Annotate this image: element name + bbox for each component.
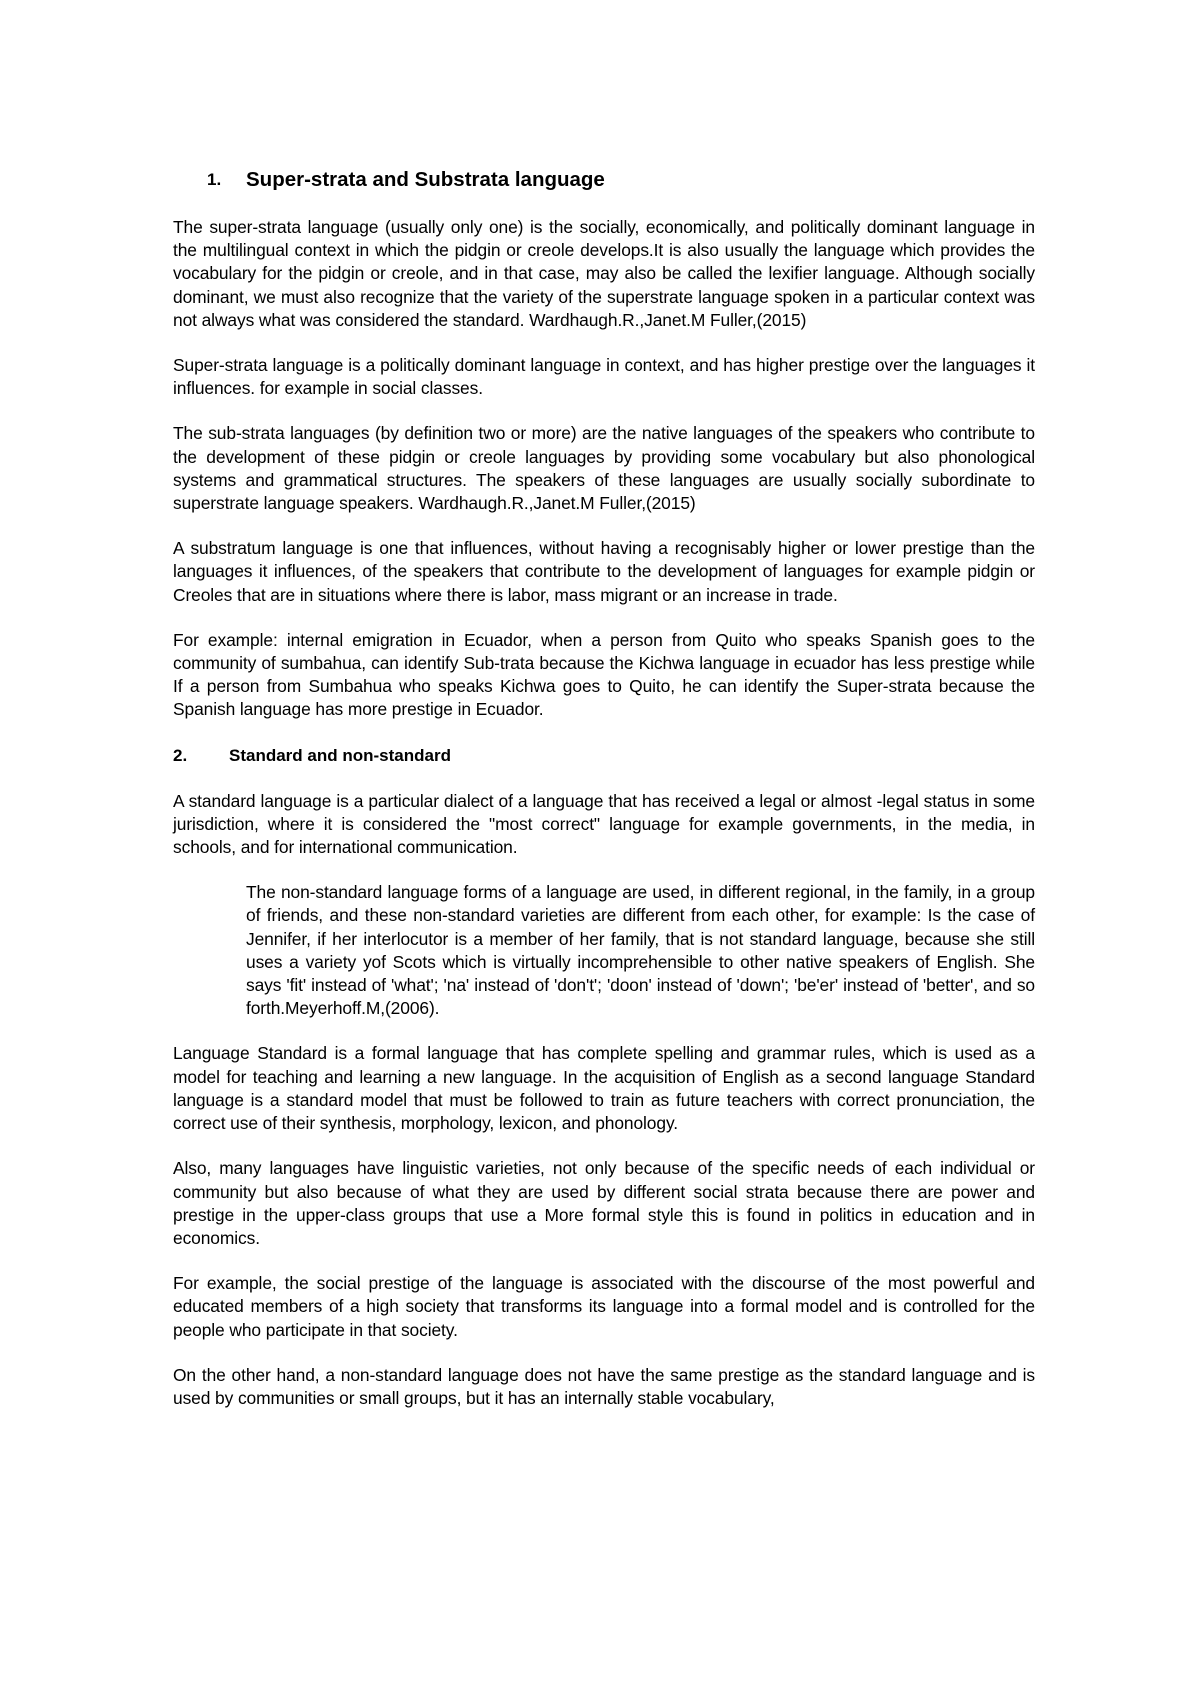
paragraph: Also, many languages have linguistic varieties, not only because of the specific needs of each individual or community but also because of what they are used by different social strata because there are power and prestige in the upper-class groups that use a More formal style this is found in politics in education and in economics. — [173, 1158, 1035, 1248]
section-2-number: 2. — [173, 745, 188, 765]
section-1-title: Super-strata and Substrata language — [246, 168, 605, 191]
paragraph: Super-strata language is a politically dominant language in context, and has higher prestige over the languages it influences. for example in social classes. — [173, 355, 1035, 399]
section-1-number: 1. — [207, 170, 222, 189]
paragraph: The super-strata language (usually only one) is the socially, economically, and politically dominant language in the multilingual context in which the pidgin or creole develops.It is also usually the language which provides the vocabulary for the pidgin or creole, and in that case, may also be called the lexifier language. Although socially dominant, we must also recognize that the variety of the superstrate language spoken in a particular context was not always what was considered the standard. Wardhaugh.R.,Janet.M Fuller,(2015) — [173, 217, 1035, 330]
paragraph: On the other hand, a non-standard language does not have the same prestige as the standard language and is used by communities or small groups, but it has an internally stable vocabulary, — [173, 1364, 1035, 1408]
paragraph: A substratum language is one that influences, without having a recognisably higher or lower prestige than the languages it influences, of the speakers that contribute to the development of languages for example pidgin or Creoles that are in situations where there is labor, mass migrant or an increase in trade. — [173, 538, 1035, 605]
paragraph: For example: internal emigration in Ecuador, when a person from Quito who speaks Spanish goes to the community of sumbahua, can identify Sub-trata because the Kichwa language in ecuador has less prestige while If a person from Sumbahua who speaks Kichwa goes to Quito, he can identify the Super-strata because the Spanish language has more prestige in Ecuador. — [173, 629, 1035, 720]
document-page — [173, 168, 1035, 1410]
paragraph: A standard language is a particular dialect of a language that has received a legal or almost -legal status in some jurisdiction, where it is considered the "most correct" language for example governments, in the media, in schools, and for international communication. — [173, 790, 1035, 858]
indented-paragraph: The non-standard language forms of a language are used, in different regional, in the family, in a group of friends, and these non-standard varieties are different from each other, for example: Is the case of Jennifer, if her interlocutor is a member of her family, that is not standard language, because she still uses a variety yof Scots which is virtually incomprehensible to other native speakers of English. She says 'fit' instead of 'what'; 'na' instead of 'don't'; 'doon' instead of 'down'; 'be'er' instead of 'better', and so forth.Meyerhoff.M,(2006). — [246, 882, 1035, 1019]
paragraph: For example, the social prestige of the language is associated with the discourse of the most powerful and educated members of a high society that transforms its language into a formal model and is controlled for the people who participate in that society. — [173, 1273, 1035, 1340]
paragraph: Language Standard is a formal language that has complete spelling and grammar rules, which is used as a model for teaching and learning a new language. In the acquisition of English as a second language Standard language is a standard model that must be followed to train as future teachers with correct pronunciation, the correct use of their synthesis, morphology, lexicon, and phonology. — [173, 1043, 1035, 1134]
paragraph: The sub-strata languages (by definition two or more) are the native languages of the speakers who contribute to the development of these pidgin or creole languages by providing some vocabulary but also phonological systems and grammatical structures. The speakers of these languages are usually socially subordinate to superstrate language speakers. Wardhaugh.R.,Janet.M Fuller,(2015) — [173, 423, 1035, 514]
section-2-title: Standard and non-standard — [229, 745, 451, 765]
section-2-heading — [173, 744, 1035, 768]
section-1-heading — [173, 168, 1035, 192]
